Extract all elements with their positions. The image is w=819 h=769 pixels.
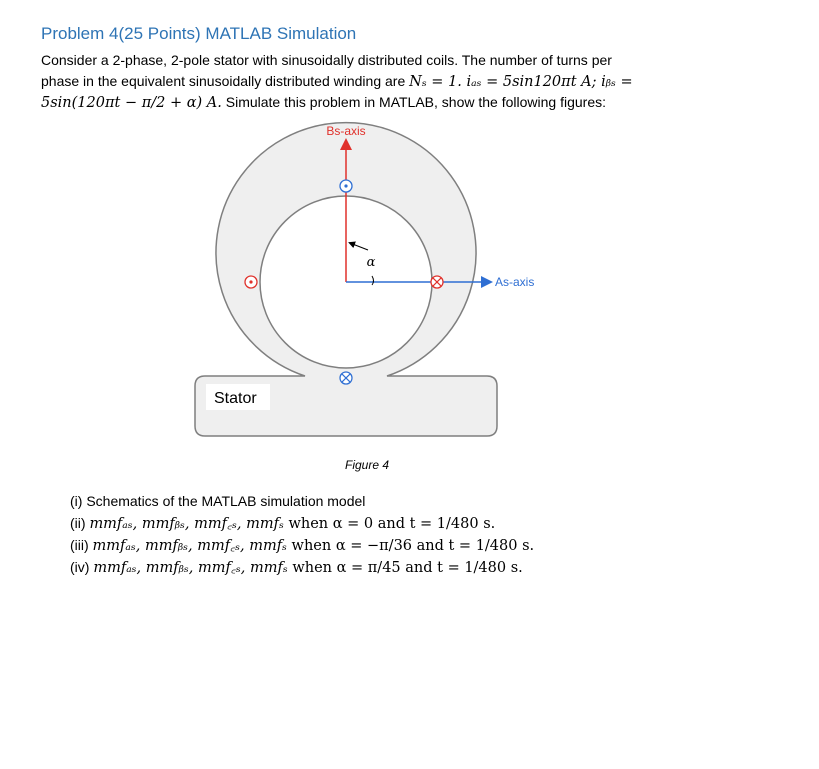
question-item-1 — [70, 490, 534, 512]
item-prefix: (i) — [70, 493, 87, 509]
winding-as-dot-left — [245, 276, 257, 288]
question-item-4 — [70, 556, 534, 578]
winding-bs-dot-top — [340, 180, 352, 192]
as-axis-label: As-axis — [495, 275, 535, 289]
item-condition: when α = −π/36 and t = 1/480 s. — [286, 538, 535, 554]
question-item-3 — [70, 534, 534, 556]
statement-line-3-math: 5sin(120πt − π/2 + α) A. — [41, 95, 222, 111]
item-math: mmfₐₛ, mmfᵦₛ, mmf꜀ₛ, mmfₛ — [93, 560, 288, 576]
statement-line-3 — [41, 92, 786, 113]
statement-line-2-text: phase in the equivalent sinusoidally distributed winding are — [41, 73, 410, 89]
item-math: mmfₐₛ, mmfᵦₛ, mmf꜀ₛ, mmfₛ — [92, 538, 287, 554]
winding-as-cross-right — [431, 276, 443, 288]
stator-label: Stator — [214, 390, 257, 407]
statement-line-1: Consider a 2-phase, 2-pole stator with sinusoidally distributed coils. The number of turns per — [41, 52, 612, 68]
statement-line-2-math: Nₛ = 1. iₐₛ = 5sin120πt A; iᵦₛ = — [409, 74, 633, 90]
item-math: mmfₐₛ, mmfᵦₛ, mmf꜀ₛ, mmfₛ — [89, 516, 284, 532]
bs-axis-label: Bs-axis — [326, 124, 366, 138]
item-condition: when α = 0 and t = 1/480 s. — [283, 516, 496, 532]
problem-statement — [41, 50, 786, 113]
item-condition: when α = π/45 and t = 1/480 s. — [287, 560, 523, 576]
item-prefix: (ii) — [70, 515, 90, 531]
item-text: Schematics of the MATLAB simulation model — [86, 493, 366, 509]
figure-caption: Figure 4 — [344, 458, 390, 472]
figure-4-diagram — [0, 120, 819, 480]
alpha-label: α — [366, 255, 376, 270]
statement-line-3-text: Simulate this problem in MATLAB, show the following figures: — [221, 94, 606, 110]
statement-line-2 — [41, 71, 786, 92]
problem-title: Problem 4(25 Points) MATLAB Simulation — [41, 24, 357, 43]
question-item-2 — [70, 512, 534, 534]
item-prefix: (iv) — [70, 559, 94, 575]
item-prefix: (iii) — [70, 537, 93, 553]
winding-bs-cross-bottom — [340, 372, 352, 384]
question-list — [70, 490, 534, 578]
